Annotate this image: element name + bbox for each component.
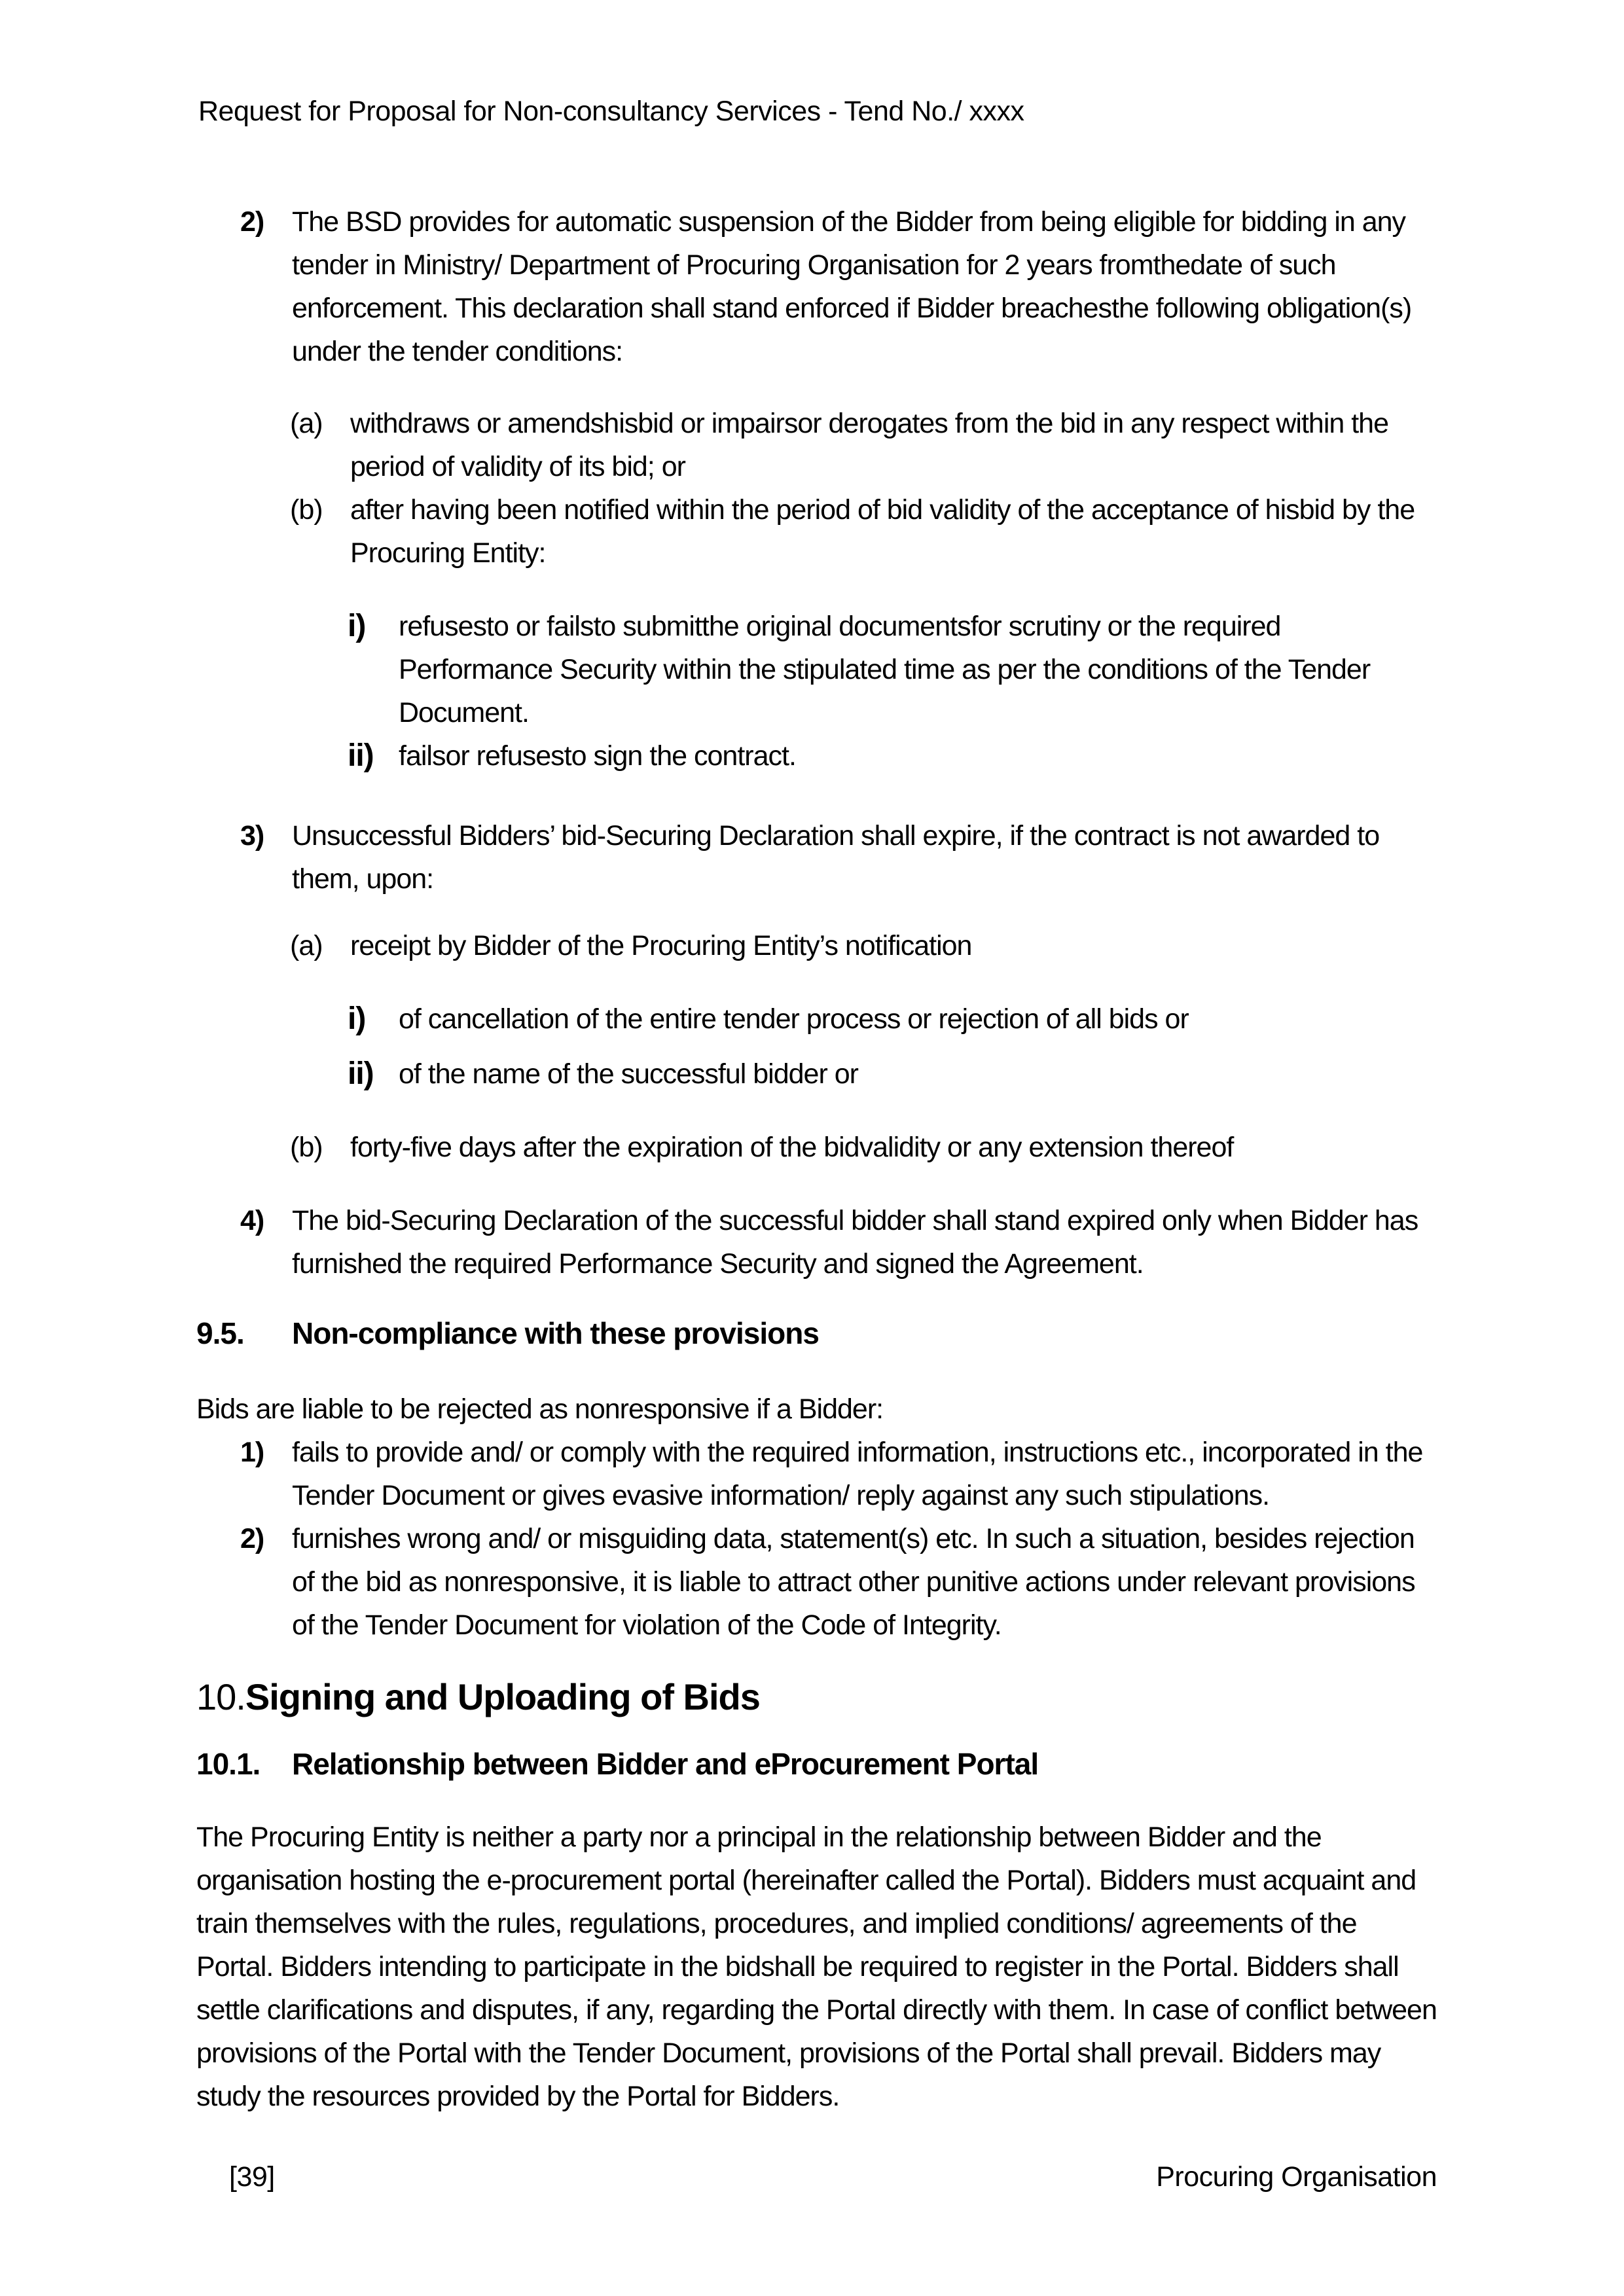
page-footer [196, 2161, 1437, 2193]
clause-2b [290, 488, 1440, 575]
clause-2 [240, 200, 1440, 373]
list-text: The bid-Securing Declaration of the successful bidder shall stand expired only when Bidder has furnished the required Performance Security and signed the Agreement. [292, 1205, 1418, 1280]
clause-3a-ii [348, 1052, 1440, 1096]
list-marker: i) [348, 1001, 366, 1036]
list-marker: (a) [290, 930, 323, 961]
list-marker: ii) [348, 1056, 374, 1091]
page-header: Request for Proposal for Non-consultancy Services - Tend No./ xxxx [198, 96, 1024, 127]
list-text: failsor refusesto sign the contract. [399, 740, 796, 772]
list-text: of cancellation of the entire tender process or rejection of all bids or [399, 1003, 1189, 1035]
list-text: withdraws or amendshisbid or impairsor derogates from the bid in any respect within the period of validity of its bid; or [350, 408, 1389, 482]
clause-3 [240, 814, 1440, 901]
list-marker: 4) [240, 1205, 264, 1236]
heading-9-5 [196, 1312, 1440, 1355]
list-marker: 1) [240, 1437, 264, 1468]
clause-2b-i [348, 605, 1440, 734]
list-marker: 3) [240, 820, 264, 852]
list-text: furnishes wrong and/ or misguiding data, statement(s) etc. In such a situation, besides rejection of the bid as nonresponsive, it is liable to attract other punitive actions under relevant provisions of the Tender Document for violation of the Code of Integrity. [292, 1523, 1415, 1641]
intro-9-5: Bids are liable to be rejected as nonresponsive if a Bidder: [196, 1393, 884, 1425]
list-text: after having been notified within the period of bid validity of the acceptance of hisbid by the Procuring Entity: [350, 494, 1415, 569]
list-text: of the name of the successful bidder or [399, 1058, 858, 1090]
clause-9-5-2 [240, 1517, 1440, 1647]
list-text: receipt by Bidder of the Procuring Entity’s notification [350, 930, 972, 961]
list-marker: ii) [348, 738, 374, 773]
list-marker: (b) [290, 494, 323, 526]
clause-2a [290, 402, 1440, 488]
footer-org: Procuring Organisation [1156, 2161, 1437, 2193]
heading-title: Relationship between Bidder and eProcurement Portal [292, 1747, 1039, 1781]
clause-4 [240, 1199, 1440, 1285]
list-text: Unsuccessful Bidders’ bid-Securing Declaration shall expire, if the contract is not awarded to them, upon: [292, 820, 1380, 895]
heading-number: 10. [196, 1676, 245, 1717]
heading-10 [196, 1673, 1440, 1721]
list-marker: 2) [240, 1523, 264, 1554]
document-body [196, 200, 1440, 2118]
footer-page-number: [39] [229, 2161, 275, 2193]
clause-3a-i [348, 997, 1440, 1041]
clause-3a [290, 924, 1440, 967]
heading-number: 10.1. [196, 1747, 261, 1781]
list-marker: (a) [290, 408, 323, 439]
clause-2b-ii [348, 734, 1440, 778]
list-text: fails to provide and/ or comply with the required information, instructions etc., incorporated in the Tender Document or gives evasive information/ reply against any such stipulations. [292, 1437, 1423, 1511]
list-text: forty-five days after the expiration of the bidvalidity or any extension thereof [350, 1132, 1234, 1163]
heading-10-1 [196, 1742, 1440, 1785]
list-marker: (b) [290, 1132, 323, 1163]
list-marker: i) [348, 609, 366, 643]
para-10-1: The Procuring Entity is neither a party nor a principal in the relationship between Bidder and the organisation hosting the e-procurement portal (hereinafter called the Portal). Bidders must acquaint and train themselves with the rules, regulations, procedures, and implied conditions/ agreements of the Portal. Bidders intending to participate in the bidshall be required to register in the Portal. Bidders shall settle clarifications and disputes, if any, regarding the Portal directly with them. In case of conflict between provisions of the Portal with the Tender Document, provisions of the Portal shall prevail. Bidders may study the resources provided by the Portal for Bidders. [196, 1821, 1437, 2112]
list-text: The BSD provides for automatic suspension of the Bidder from being eligible for bidding in any tender in Ministry/ Department of Procuring Organisation for 2 years fromthedate of such enforcement. This declaration shall stand enforced if Bidder breachesthe following obligation(s) under the tender conditions: [292, 206, 1412, 367]
clause-3b [290, 1126, 1440, 1169]
clause-9-5-1 [240, 1431, 1440, 1517]
list-marker: 2) [240, 206, 264, 238]
heading-title: Non-compliance with these provisions [292, 1316, 819, 1350]
list-text: refusesto or failsto submitthe original documentsfor scrutiny or the required Performance Security within the stipulated time as per the conditions of the Tender Document. [399, 611, 1371, 728]
heading-title: Signing and Uploading of Bids [245, 1676, 760, 1717]
heading-number: 9.5. [196, 1316, 244, 1350]
